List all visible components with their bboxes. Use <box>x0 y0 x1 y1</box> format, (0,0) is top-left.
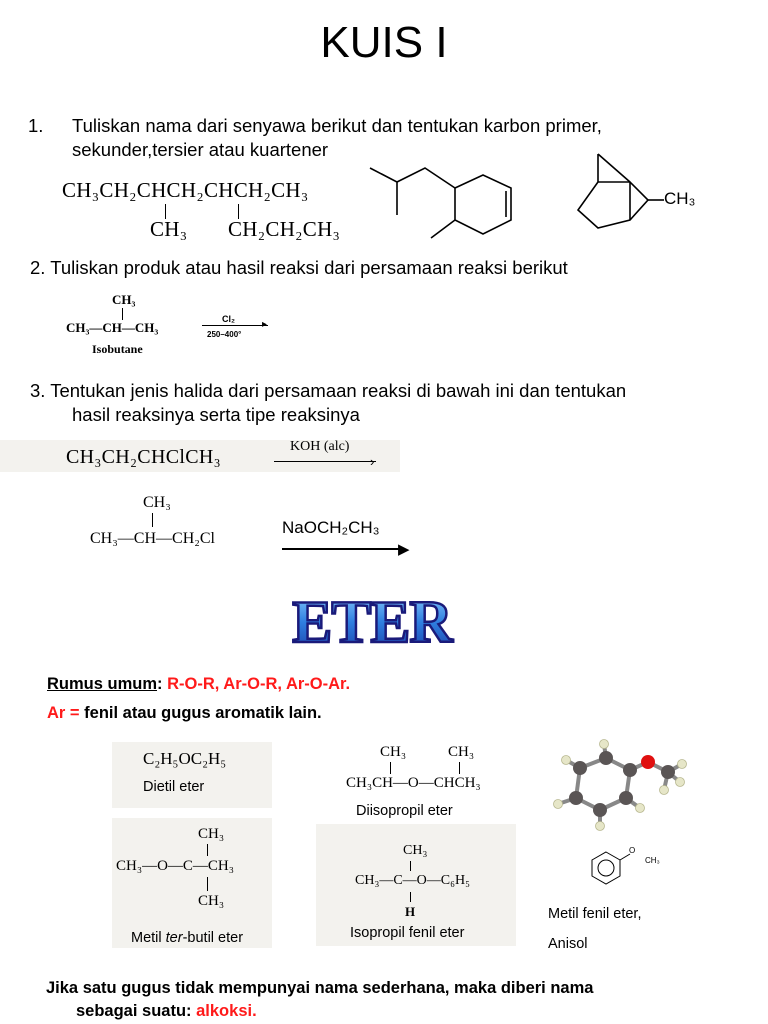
bicyclo-methyl-label: CH₃ <box>664 189 696 208</box>
ex3-name-pre: Metil <box>131 930 166 946</box>
ex3-bond-top <box>207 844 208 856</box>
footer-alkoksi: alkoksi. <box>196 1002 257 1020</box>
q3-line1: 3. Tentukan jenis halida dari persamaan reaksi di bawah ini dan tentukan <box>30 380 627 401</box>
q3-arrow2 <box>282 548 404 550</box>
ex2-main: CH₃CH—O—CHCH₃ <box>346 775 481 791</box>
ex4-top: CH₃ <box>403 843 428 858</box>
ex2-name: Diisopropil eter <box>356 803 453 819</box>
q2-reagent: Cl₂ <box>222 314 235 324</box>
ex4-main: CH₃—C—O—C₆H₅ <box>355 873 470 888</box>
footer-line1: Jika satu gugus tidak mempunyai nama sederhana, maka diberi nama <box>46 979 594 997</box>
q1-branch-left: CH₃ <box>150 217 188 241</box>
q3-arrow2-head: ▶ <box>398 541 410 558</box>
ex3-main: CH₃—O—C—CH₃ <box>116 858 234 874</box>
q1-number: 1. <box>28 115 44 136</box>
ex3-name <box>131 930 243 946</box>
q2-arrow-head: ▸ <box>262 319 268 330</box>
anisole-ch3-label: CH₃ <box>645 856 660 865</box>
footer-line2-pre: sebagai suatu: <box>76 1002 197 1020</box>
ex5-name1: Metil fenil eter, <box>548 906 642 922</box>
ex3-panel <box>112 818 272 948</box>
ex3-name-post: -butil eter <box>182 930 244 946</box>
ar-line <box>47 704 322 723</box>
q1-line2: sekunder,tersier atau kuartener <box>72 139 329 160</box>
q3-reagent1: KOH (alc) <box>290 439 350 454</box>
q3-line2: hasil reaksinya serta tipe reaksinya <box>72 404 360 425</box>
q2-ch3-top: CH₃ <box>112 292 136 307</box>
ex2-bond-right <box>459 762 460 774</box>
q2-arrow <box>202 325 268 326</box>
q2-text: 2. Tuliskan produk atau hasil reaksi dari persamaan reaksi berikut <box>30 257 568 278</box>
ex2-bond-left <box>390 762 391 774</box>
anisole-3d-model <box>540 736 700 836</box>
footer-line2 <box>76 1002 257 1021</box>
ex4-bond-top <box>410 861 411 871</box>
ex3-bond-bottom <box>207 877 208 891</box>
eter-wordart <box>264 588 480 656</box>
ex2-top-right: CH₃ <box>448 744 475 760</box>
q2-name: Isobutane <box>92 342 143 356</box>
ex4-name: Isopropil fenil eter <box>350 925 465 941</box>
ex1-formula: C₂H₅OC₂H₅ <box>143 749 227 768</box>
q3-arrow1-head: › <box>370 454 375 469</box>
page-title: KUIS I <box>320 18 448 67</box>
rumus-label: Rumus umum <box>47 675 158 693</box>
ex3-top: CH₃ <box>198 826 225 842</box>
ex5-name2: Anisol <box>548 936 588 952</box>
ar-label: Ar = <box>47 704 85 722</box>
q1-branch-right: CH₂CH₂CH₃ <box>228 217 341 241</box>
q3-reagent2: NaOCH₂CH₃ <box>282 518 380 537</box>
rumus-line <box>47 675 350 694</box>
ex3-name-italic: ter <box>165 930 183 946</box>
q3-reaction1: CH₃CH₂CHClCH₃ <box>66 446 221 468</box>
eter-heading: ETER <box>292 589 452 655</box>
q1-formula-main: CH₃CH₂CHCH₂CHCH₂CH₃ <box>62 178 309 202</box>
anisole-o-label: O <box>629 846 636 855</box>
q3-r2-bond <box>152 513 153 527</box>
isobutyl-cyclohexane-structure <box>365 160 525 250</box>
ex4-bottom: H <box>405 904 416 919</box>
rumus-value: R-O-R, Ar-O-R, Ar-O-Ar. <box>162 675 351 693</box>
q3-r2-main: CH₃—CH—CH₂Cl <box>90 530 215 547</box>
q2-condition: 250–400° <box>207 330 242 339</box>
ex1-name: Dietil eter <box>143 779 205 795</box>
ex2-top-left: CH₃ <box>380 744 407 760</box>
q3-r2-top: CH₃ <box>143 494 171 511</box>
q1-line1: Tuliskan nama dari senyawa berikut dan tentukan karbon primer, <box>72 115 602 136</box>
q2-bond <box>122 308 123 320</box>
q3-arrow1 <box>274 461 376 462</box>
ex4-bond-bottom <box>410 892 411 902</box>
q2-main: CH₃—CH—CH₃ <box>66 320 159 335</box>
ar-desc: fenil atau gugus aromatik lain. <box>84 704 322 722</box>
ex3-bottom: CH₃ <box>198 893 225 909</box>
rumus-colon: : <box>157 675 163 693</box>
